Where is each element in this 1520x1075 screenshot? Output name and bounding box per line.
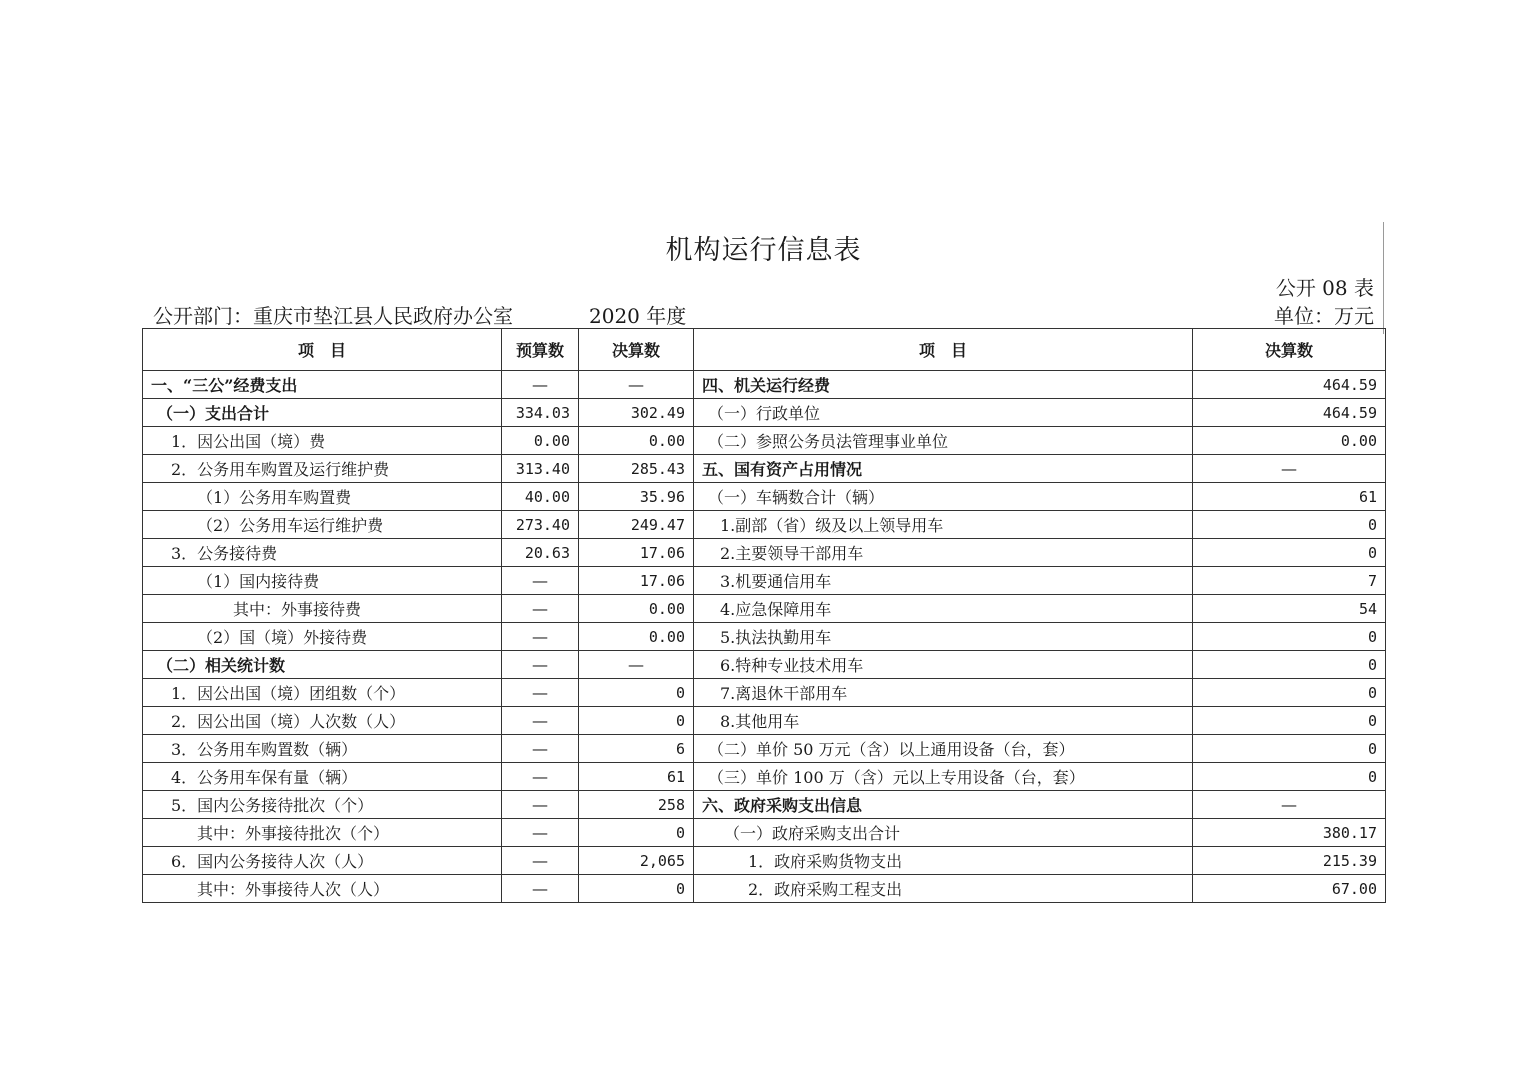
left-item-cell: （二）相关统计数: [143, 651, 502, 679]
right-item-cell: 6.特种专业技术用车: [694, 651, 1193, 679]
right-item-cell: 5.执法执勤用车: [694, 623, 1193, 651]
right-item-cell: （一）行政单位: [694, 399, 1193, 427]
right-item-cell: 7.离退休干部用车: [694, 679, 1193, 707]
right-item-cell: 六、政府采购支出信息: [694, 791, 1193, 819]
right-final-cell: 0: [1193, 679, 1386, 707]
department-label: 公开部门：重庆市垫江县人民政府办公室: [153, 304, 513, 328]
right-final-cell: 464.59: [1193, 399, 1386, 427]
header-right-item: 项 目: [694, 329, 1193, 371]
right-final-cell: —: [1193, 791, 1386, 819]
table-row: [143, 651, 1386, 679]
right-final-cell: 0: [1193, 623, 1386, 651]
left-item-cell: 2．因公出国（境）人次数（人）: [143, 707, 502, 735]
right-item-cell: （一）车辆数合计（辆）: [694, 483, 1193, 511]
table-row: [143, 623, 1386, 651]
left-item-cell: （1）公务用车购置费: [143, 483, 502, 511]
budget-cell: 313.40: [502, 455, 579, 483]
right-final-cell: —: [1193, 455, 1386, 483]
final-cell: 35.96: [579, 483, 694, 511]
right-final-cell: 0: [1193, 735, 1386, 763]
left-item-cell: 1．因公出国（境）团组数（个）: [143, 679, 502, 707]
right-final-cell: 464.59: [1193, 371, 1386, 399]
unit-label: 单位：万元: [1274, 304, 1374, 328]
budget-cell: —: [502, 679, 579, 707]
right-item-cell: （三）单价 100 万（含）元以上专用设备（台，套）: [694, 763, 1193, 791]
info-table: [142, 328, 1386, 903]
final-cell: 0.00: [579, 623, 694, 651]
table-header-row: [143, 329, 1386, 371]
final-cell: 61: [579, 763, 694, 791]
right-final-cell: 54: [1193, 595, 1386, 623]
budget-cell: —: [502, 623, 579, 651]
table-row: [143, 483, 1386, 511]
budget-cell: —: [502, 567, 579, 595]
left-item-cell: 其中：外事接待批次（个）: [143, 819, 502, 847]
final-cell: 17.06: [579, 567, 694, 595]
fiscal-year: 2020 年度: [589, 304, 687, 328]
final-cell: 6: [579, 735, 694, 763]
right-final-cell: 61: [1193, 483, 1386, 511]
table-row: [143, 847, 1386, 875]
budget-cell: —: [502, 651, 579, 679]
right-item-cell: 2.主要领导干部用车: [694, 539, 1193, 567]
right-final-cell: 0: [1193, 539, 1386, 567]
right-final-cell: 0: [1193, 707, 1386, 735]
page-title: 机构运行信息表: [665, 235, 862, 266]
final-cell: 0: [579, 679, 694, 707]
right-item-cell: （二）参照公务员法管理事业单位: [694, 427, 1193, 455]
budget-cell: —: [502, 791, 579, 819]
header-final: 决算数: [579, 329, 694, 371]
table-row: [143, 735, 1386, 763]
budget-cell: —: [502, 371, 579, 399]
right-final-cell: 67.00: [1193, 875, 1386, 903]
budget-cell: —: [502, 707, 579, 735]
right-item-cell: 2．政府采购工程支出: [694, 875, 1193, 903]
right-final-cell: 7: [1193, 567, 1386, 595]
right-final-cell: 380.17: [1193, 819, 1386, 847]
final-cell: 0.00: [579, 595, 694, 623]
left-item-cell: 3．公务用车购置数（辆）: [143, 735, 502, 763]
right-final-cell: 215.39: [1193, 847, 1386, 875]
right-final-cell: 0: [1193, 763, 1386, 791]
table-row: [143, 371, 1386, 399]
header-right-final: 决算数: [1193, 329, 1386, 371]
budget-cell: —: [502, 819, 579, 847]
budget-cell: —: [502, 763, 579, 791]
table-row: [143, 511, 1386, 539]
left-item-cell: （2）国（境）外接待费: [143, 623, 502, 651]
table-row: [143, 707, 1386, 735]
budget-cell: —: [502, 875, 579, 903]
budget-cell: —: [502, 847, 579, 875]
left-item-cell: 1．因公出国（境）费: [143, 427, 502, 455]
final-cell: 2,065: [579, 847, 694, 875]
final-cell: —: [579, 371, 694, 399]
table-row: [143, 455, 1386, 483]
form-code: 公开 08 表: [1275, 276, 1374, 300]
right-item-cell: 1．政府采购货物支出: [694, 847, 1193, 875]
right-item-cell: 四、机关运行经费: [694, 371, 1193, 399]
table-row: [143, 791, 1386, 819]
right-item-cell: 4.应急保障用车: [694, 595, 1193, 623]
left-item-cell: 其中：外事接待人次（人）: [143, 875, 502, 903]
left-item-cell: （一）支出合计: [143, 399, 502, 427]
table-row: [143, 567, 1386, 595]
table-row: [143, 679, 1386, 707]
left-item-cell: 一、“三公”经费支出: [143, 371, 502, 399]
budget-cell: 20.63: [502, 539, 579, 567]
final-cell: —: [579, 651, 694, 679]
budget-cell: —: [502, 735, 579, 763]
table-row: [143, 539, 1386, 567]
budget-cell: 334.03: [502, 399, 579, 427]
header-budget: 预算数: [502, 329, 579, 371]
final-cell: 17.06: [579, 539, 694, 567]
left-item-cell: 6．国内公务接待人次（人）: [143, 847, 502, 875]
table-row: [143, 427, 1386, 455]
table-row: [143, 399, 1386, 427]
left-item-cell: （1）国内接待费: [143, 567, 502, 595]
final-cell: 302.49: [579, 399, 694, 427]
right-item-cell: 1.副部（省）级及以上领导用车: [694, 511, 1193, 539]
table-row: [143, 819, 1386, 847]
final-cell: 249.47: [579, 511, 694, 539]
left-item-cell: 2．公务用车购置及运行维护费: [143, 455, 502, 483]
budget-cell: 0.00: [502, 427, 579, 455]
table-row: [143, 763, 1386, 791]
final-cell: 0: [579, 875, 694, 903]
right-item-cell: （二）单价 50 万元（含）以上通用设备（台，套）: [694, 735, 1193, 763]
budget-cell: —: [502, 595, 579, 623]
right-final-cell: 0: [1193, 511, 1386, 539]
table-body: [143, 371, 1386, 903]
final-cell: 0: [579, 819, 694, 847]
budget-cell: 40.00: [502, 483, 579, 511]
final-cell: 285.43: [579, 455, 694, 483]
table-row: [143, 595, 1386, 623]
meta-row: [153, 300, 1374, 328]
right-item-cell: 五、国有资产占用情况: [694, 455, 1193, 483]
right-item-cell: 8.其他用车: [694, 707, 1193, 735]
right-final-cell: 0.00: [1193, 427, 1386, 455]
right-item-cell: （一）政府采购支出合计: [694, 819, 1193, 847]
left-item-cell: 其中：外事接待费: [143, 595, 502, 623]
right-final-cell: 0: [1193, 651, 1386, 679]
left-item-cell: 3．公务接待费: [143, 539, 502, 567]
final-cell: 0.00: [579, 427, 694, 455]
left-item-cell: 4．公务用车保有量（辆）: [143, 763, 502, 791]
header-left-item: 项 目: [143, 329, 502, 371]
final-cell: 0: [579, 707, 694, 735]
left-item-cell: （2）公务用车运行维护费: [143, 511, 502, 539]
budget-cell: 273.40: [502, 511, 579, 539]
right-item-cell: 3.机要通信用车: [694, 567, 1193, 595]
table-row: [143, 875, 1386, 903]
final-cell: 258: [579, 791, 694, 819]
left-item-cell: 5．国内公务接待批次（个）: [143, 791, 502, 819]
